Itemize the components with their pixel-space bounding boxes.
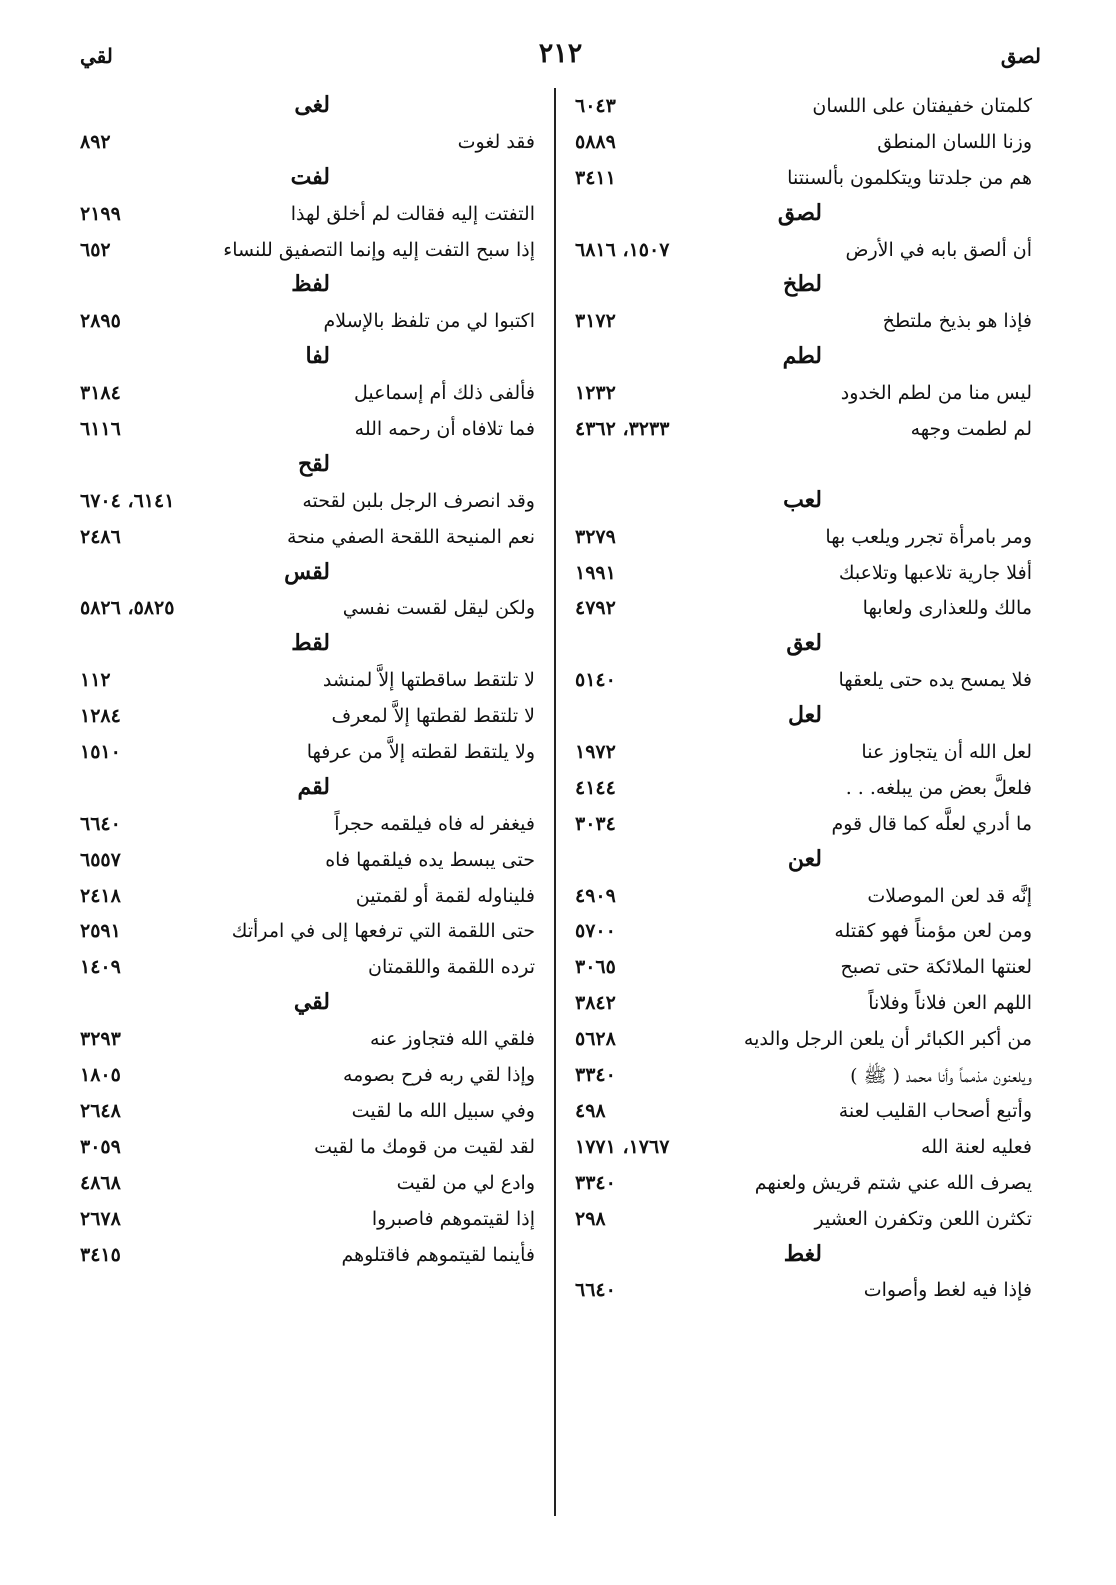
page-number: ٢١٢ [538,38,583,69]
entry-refs: ٤٨٦٨ [80,1171,121,1194]
index-entry [575,915,1032,951]
index-entry [575,1059,1032,1095]
entry-refs: ٢٤٨٦ [80,525,121,548]
index-entry [575,305,1032,341]
index-entry [80,844,535,880]
entry-text: وزنا اللسان المنطق [877,130,1032,153]
entry-refs: ١٢٨٤ [80,705,121,728]
entry-text: نعم المنيحة اللقحة الصفي منحة [286,525,535,548]
index-entry [575,592,1032,628]
entry-refs: ٣٤١٥ [80,1243,121,1266]
index-entry [575,880,1032,916]
entry-text: فألفى ذلك أم إسماعيل [354,382,535,405]
root-heading: لفت [290,163,330,190]
entry-refs: ١٨٠٥ [80,1064,121,1087]
root-heading-row [575,269,1032,305]
entry-refs: ٥٨٢٥، ٥٨٢٦ [80,597,175,620]
entry-text: التفتت إليه فقالت لم أخلق لهذا [290,202,535,225]
root-heading-row [80,987,535,1023]
entry-refs: ٤٩٠٩ [575,884,616,907]
entry-refs: ٦٥٢ [80,238,111,261]
index-entry [80,1203,535,1239]
entry-refs: ٣٠٣٤ [575,812,616,835]
spacer-row [575,449,1032,485]
entry-refs: ١٥٠٧، ٦٨١٦ [575,238,670,261]
entry-refs: ١٥١٠ [80,741,121,764]
root-heading: لقط [291,630,330,657]
entry-text: لا تلتقط ساقطتها إلاَّ لمنشد [322,669,535,692]
root-heading: لقح [297,450,330,477]
index-entry [80,1023,535,1059]
entry-text: وادع لي من لقيت [396,1171,535,1194]
entry-refs: ٥٧٠٠ [575,920,616,943]
entry-text: ومن لعن مؤمناً فهو كقتله [834,920,1032,943]
root-heading-row [80,269,535,305]
root-heading-row [80,162,535,198]
entry-text: تكثرن اللعن وتكفرن العشير [814,1207,1032,1230]
index-entry [80,377,535,413]
entry-text: اكتبوا لي من تلفظ بالإسلام [323,310,535,333]
index-entry [80,808,535,844]
root-heading: لفظ [291,271,330,298]
index-entry [575,808,1032,844]
entry-text: ويلعنون مذمماً وأنا محمد ( ﷺ ) [850,1065,1032,1088]
index-entry [80,1059,535,1095]
entry-refs: ٢٩٨ [575,1207,606,1230]
entry-text: فلعلَّ بعض من يبلغه. . . [845,776,1032,799]
index-entry [80,736,535,772]
index-entry [80,126,535,162]
entry-refs: ٢٤١٨ [80,884,121,907]
entry-refs: ٣١٧٢ [575,310,616,333]
root-heading-row [80,90,535,126]
root-heading: لفا [305,343,330,370]
index-entry [575,413,1032,449]
entry-refs: ٤٧٩٢ [575,597,616,620]
right-column [575,90,1032,1310]
root-heading: لعب [783,486,822,513]
root-heading-row [575,198,1032,234]
running-head-right: لصق [1000,44,1041,68]
entry-refs: ٤٩٨ [575,1099,606,1122]
entry-refs: ٣٣٤٠ [575,1064,616,1087]
entry-refs: ٣٠٥٩ [80,1135,121,1158]
index-entry [575,736,1032,772]
index-entry [80,880,535,916]
root-heading-row [575,485,1032,521]
entry-refs: ٣١٨٤ [80,382,121,405]
entry-text: فيغفر له فاه فيلقمه حجراً [334,812,535,835]
entry-text: فلا يمسح يده حتى يلعقها [838,669,1032,692]
index-entry [575,1274,1032,1310]
entry-text: حتى اللقمة التي ترفعها إلى في امرأتك [231,920,535,943]
index-entry [575,521,1032,557]
index-entry [575,1095,1032,1131]
entry-text: أفلا جارية تلاعبها وتلاعبك [838,561,1032,584]
index-entry [575,1131,1032,1167]
index-entry [575,234,1032,270]
entry-refs: ٣٢٣٣، ٤٣٦٢ [575,418,670,441]
entry-text: ما أدري لعلَّه كما قال قوم [831,812,1032,835]
entry-refs: ٢٦٧٨ [80,1207,121,1230]
index-entry [575,1167,1032,1203]
index-entry [80,1239,535,1275]
entry-text: من أكبر الكبائر أن يلعن الرجل والديه [743,1028,1032,1051]
index-entry [80,413,535,449]
index-entry [575,1023,1032,1059]
index-entry [575,557,1032,593]
root-heading-row [80,557,535,593]
entry-text: فما تلافاه أن رحمه الله [354,418,535,441]
entry-text: مالك وللعذارى ولعابها [862,597,1032,620]
index-entry [575,126,1032,162]
root-heading-row [575,1239,1032,1275]
entry-text: وقد انصرف الرجل بلبن لقحته [302,489,535,512]
left-column [80,90,535,1274]
entry-text: ترده اللقمة واللقمتان [367,956,535,979]
index-entry [575,987,1032,1023]
root-heading: لغى [294,92,330,118]
index-entry [575,1203,1032,1239]
entry-refs: ٦٦٤٠ [80,812,121,835]
index-entry [575,951,1032,987]
index-entry [80,951,535,987]
index-entry [80,198,535,234]
index-entry [80,521,535,557]
entry-text: فعليه لعنة الله [921,1135,1032,1158]
index-entry [575,162,1032,198]
entry-refs: ٦٥٥٧ [80,848,121,871]
entry-text: إنَّه قد لعن الموصلات [867,884,1032,907]
root-heading: لصق [777,199,822,226]
entry-text: ليس منا من لطم الخدود [840,382,1032,405]
index-entry [575,664,1032,700]
root-heading-row [80,341,535,377]
entry-text: لقد لقيت من قومك ما لقيت [314,1135,535,1158]
index-entry [80,664,535,700]
entry-refs: ٢٦٤٨ [80,1099,121,1122]
entry-text: ومر بامرأة تجرر ويلعب بها [825,525,1032,548]
index-entry [80,1167,535,1203]
entry-refs: ٥٦٢٨ [575,1028,616,1051]
entry-text: فأينما لقيتموهم فاقتلوهم [341,1243,535,1266]
entry-refs: ١١٢ [80,669,111,692]
entry-text: ولا يلتقط لقطته إلاَّ من عرفها [306,741,535,764]
root-heading: لغط [783,1240,822,1267]
entry-refs: ٣٢٩٣ [80,1028,121,1051]
index-entry [80,1131,535,1167]
root-heading: لقس [284,558,330,585]
entry-refs: ١٢٣٢ [575,382,616,405]
entry-refs: ٢١٩٩ [80,202,121,225]
entry-refs: ٦١٤١، ٦٧٠٤ [80,489,175,512]
index-entry [80,1095,535,1131]
entry-refs: ٦٦٤٠ [575,1279,616,1302]
entry-text: يصرف الله عني شتم قريش ولعنهم [754,1171,1032,1194]
entry-refs: ١٩٧٢ [575,741,616,764]
root-heading: لعل [788,702,822,729]
entry-text: وفي سبيل الله ما لقيت [351,1099,535,1122]
entry-refs: ٣٤١١ [575,166,616,189]
entry-text: كلمتان خفيفتان على اللسان [812,95,1032,117]
root-heading-row [80,449,535,485]
entry-text: وإذا لقي ربه فرح بصومه [342,1064,535,1087]
entry-text: لعنتها الملائكة حتى تصبح [840,956,1032,979]
page-header [80,38,1041,82]
running-head-left: لقي [80,44,113,68]
entry-refs: ٤١٤٤ [575,776,616,799]
index-entry [80,915,535,951]
entry-refs: ٣٨٤٢ [575,992,616,1015]
entry-text: فإذا هو بذيخ ملتطخ [882,310,1032,333]
entry-refs: ٢٨٩٥ [80,310,121,333]
index-entry [575,772,1032,808]
column-divider [554,88,556,1516]
entry-refs: ٦٠٤٣ [575,95,616,117]
root-heading: لطم [782,343,822,370]
root-heading-row [80,628,535,664]
root-heading: لقم [297,773,330,800]
entry-text: فليناوله لقمة أو لقمتين [355,884,535,907]
entry-text: فلقي الله فتجاوز عنه [370,1028,535,1051]
index-entry [80,485,535,521]
entry-refs: ١٩٩١ [575,561,616,584]
index-entry [80,592,535,628]
index-entry [80,305,535,341]
entry-text: إذا لقيتموهم فاصبروا [371,1207,535,1230]
entry-refs: ٣٢٧٩ [575,525,616,548]
root-heading: لقي [293,989,330,1016]
entry-text: فقد لغوت [457,130,535,153]
entry-text: حتى يبسط يده فيلقمها فاه [325,848,535,871]
entry-refs: ٥١٤٠ [575,669,616,692]
entry-text: ولكن ليقل لقست نفسي [342,597,535,620]
entry-text: فإذا فيه لغط وأصوات [863,1279,1032,1302]
root-heading-row [80,772,535,808]
root-heading-row [575,844,1032,880]
entry-text: إذا سبح التفت إليه وإنما التصفيق للنساء [223,238,535,261]
index-entry [575,90,1032,126]
entry-refs: ١٤٠٩ [80,956,121,979]
root-heading: لعق [786,630,822,657]
entry-refs: ٦١١٦ [80,418,121,441]
entry-refs: ٥٨٨٩ [575,130,616,153]
entry-refs: ١٧٦٧، ١٧٧١ [575,1135,670,1158]
entry-refs: ٣٣٤٠ [575,1171,616,1194]
root-heading-row [575,628,1032,664]
entry-text: هم من جلدتنا ويتكلمون بألسنتنا [787,166,1032,189]
entry-text: لا تلتقط لقطتها إلاَّ لمعرف [331,705,535,728]
entry-text: اللهم العن فلاناً وفلاناً [868,992,1032,1015]
root-heading: لعن [787,845,822,872]
root-heading-row [575,341,1032,377]
entry-refs: ٢٥٩١ [80,920,121,943]
entry-refs: ٨٩٢ [80,130,111,153]
entry-refs: ٣٠٦٥ [575,956,616,979]
root-heading: لطخ [783,271,822,298]
root-heading-row [575,700,1032,736]
entry-text: لم لطمت وجهه [910,418,1032,441]
entry-text: وأتبع أصحاب القليب لعنة [838,1099,1032,1122]
index-entry [575,377,1032,413]
entry-text: لعل الله أن يتجاوز عنا [861,741,1032,764]
entry-text: أن ألصق بابه في الأرض [845,238,1032,261]
index-entry [80,234,535,270]
index-entry [80,700,535,736]
